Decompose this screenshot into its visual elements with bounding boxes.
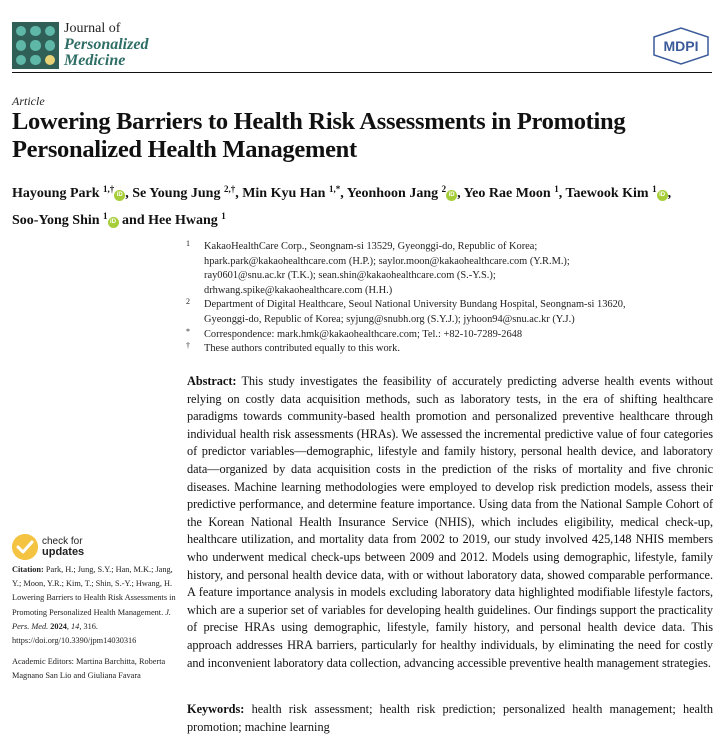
author-separator: , bbox=[235, 186, 243, 201]
check-updates-line2: updates bbox=[42, 546, 85, 558]
author-name: Hee Hwang bbox=[148, 213, 222, 228]
affiliation-mark: † bbox=[186, 341, 190, 351]
affiliation-text: These authors contributed equally to this work. bbox=[204, 343, 400, 355]
journal-name-line1: Journal of bbox=[64, 21, 121, 36]
citation-year: 2024 bbox=[50, 621, 67, 631]
author-separator: , bbox=[667, 186, 672, 201]
affiliation-item bbox=[186, 240, 716, 298]
author-name: Yeonhoon Jang bbox=[346, 186, 442, 201]
author-affiliation-mark: 2 bbox=[441, 184, 447, 194]
article-type: Article bbox=[12, 94, 45, 108]
author-affiliation-mark: 2,† bbox=[223, 184, 236, 194]
author-name: Min Kyu Han bbox=[242, 186, 329, 201]
mdpi-logo-text: MDPI bbox=[663, 38, 699, 54]
affiliation-text: Department of Digital Healthcare, Seoul National University Bundang Hospital, Seongnam-si 13620, bbox=[204, 299, 626, 311]
keywords bbox=[187, 701, 713, 736]
affiliation-line: Gyeonggi-do, Republic of Korea; syjung@snubh.org (S.Y.J.); jyhoon94@snu.ac.kr (Y.J.) bbox=[204, 313, 575, 325]
affiliation-item bbox=[186, 328, 716, 343]
abstract-text: This study investigates the feasibility of accurately predicting adverse health events without relying on costly data acquisition methods, such as laboratory tests, in the era of shifting healthcare paradigms towards community-based health promotion and personalized preventive healthcare through individual health risk assessments (HRAs). We assessed the incremental predictive value of four categories of predictor variables—demographic, lifestyle and family history, personal health device, and laboratory data—organized by data acquisition costs in the prediction of the risks of mortality and five chronic diseases. Machine learning methodologies were employed to develop risk prediction models, assess their predictive performance, and determine feature importance. Using data from the National Sample Cohort of the Korean National Health Insurance Service (NHIS), which includes eligibility, medical check-up, healthcare utilization, and mortality data from 2002 to 2019, our study involved 425,148 NHIS members who underwent medical check-ups between 2009 and 2012. Models using demographic, lifestyle, family history, and personal health device data, with or without laboratory data, showed comparable performance. A feature importance analysis in models excluding laboratory data highlighted modifiable lifestyle factors, which are a superior set of variables for developing health guidelines. Our findings support the practicality of precise HRAs using demographic, lifestyle, family history, and personal health device data. This approach addresses HRA barriers, particularly for healthy individuals, by eliminating the need for costly and inconvenient laboratory data collection, advancing accessible preventive health management strategies. bbox=[187, 374, 713, 670]
affiliation-mark: * bbox=[186, 326, 190, 336]
affiliation-line: drhwang.spike@kakaohealthcare.com (H.H.) bbox=[204, 284, 393, 296]
journal-logo-icon bbox=[12, 22, 59, 69]
affiliation-text: Correspondence: mark.hmk@kakaohealthcare.com; Tel.: +82-10-7289-2648 bbox=[204, 328, 523, 340]
author-affiliation-mark: 1,† bbox=[103, 184, 115, 194]
author-name: Yeo Rae Moon bbox=[463, 186, 555, 201]
affiliation-mark: 1 bbox=[186, 239, 190, 248]
orcid-icon[interactable]: iD bbox=[108, 217, 119, 228]
author-affiliation-mark: 1 bbox=[221, 211, 226, 221]
sidebar bbox=[12, 563, 177, 691]
affiliation-mark: 2 bbox=[186, 297, 190, 307]
citation-authors: Park, H.; Jung, S.Y.; Han, M.K.; Jang, Y.; Moon, Y.R.; Kim, T.; Shin, S.-Y.; Hwang, H. Lowering Barriers to Health Risk Assessments in Promoting Personalized Health Management. bbox=[12, 565, 176, 617]
author-separator: , bbox=[125, 186, 133, 201]
affiliation-item bbox=[186, 298, 716, 327]
journal-name-line3: Medicine bbox=[64, 52, 126, 69]
check-for-updates-button[interactable] bbox=[12, 534, 84, 560]
citation-pages: 316. bbox=[83, 621, 98, 631]
citation-label: Citation: bbox=[12, 565, 44, 574]
orcid-icon[interactable]: iD bbox=[114, 190, 125, 201]
author-name: Se Young Jung bbox=[132, 186, 224, 201]
author-affiliation-mark: 1,* bbox=[328, 184, 341, 194]
affiliation-line: hpark.park@kakaohealthcare.com (H.P.); saylor.moon@kakaohealthcare.com (Y.R.M.); bbox=[204, 255, 570, 267]
citation-doi-link[interactable]: https://doi.org/10.3390/jpm14030316 bbox=[12, 636, 137, 646]
author-affiliation-mark: 1 bbox=[652, 184, 657, 194]
keywords-text: health risk assessment; health risk prediction; personalized health management; health promotion; machine learning bbox=[187, 702, 714, 734]
orcid-icon[interactable]: iD bbox=[657, 190, 668, 201]
academic-editors: Academic Editors: Martina Barchitta, Roberta Magnano San Lio and Giuliana Favara bbox=[12, 657, 166, 681]
check-updates-icon bbox=[12, 534, 38, 560]
check-updates-line1: check for bbox=[42, 536, 83, 547]
author-affiliation-mark: 1 bbox=[103, 211, 108, 221]
author-list bbox=[12, 178, 717, 232]
author-separator: , bbox=[340, 186, 347, 201]
citation-journal: J. Pers. Med. bbox=[12, 607, 171, 631]
affiliations bbox=[186, 240, 716, 357]
journal-name bbox=[64, 21, 148, 69]
affiliation-line: ray0601@snu.ac.kr (T.K.); sean.shin@kakaohealthcare.com (S.-Y.S.); bbox=[204, 270, 496, 282]
header-rule bbox=[12, 72, 712, 73]
author-separator: , bbox=[558, 186, 566, 201]
author-name: Soo-Yong Shin bbox=[12, 213, 104, 228]
journal-name-line2: Personalized bbox=[64, 36, 149, 53]
abstract-label: Abstract: bbox=[187, 374, 237, 388]
affiliation-item bbox=[186, 342, 716, 357]
abstract bbox=[187, 373, 713, 672]
affiliation-text: KakaoHealthCare Corp., Seongnam-si 13529, Gyeonggi-do, Republic of Korea; bbox=[204, 241, 538, 252]
keywords-label: Keywords: bbox=[187, 702, 245, 716]
author-separator: and bbox=[118, 213, 149, 228]
author-name: Taewook Kim bbox=[565, 186, 653, 201]
author-separator: , bbox=[457, 186, 464, 201]
author-name: Hayoung Park bbox=[12, 186, 104, 201]
article-title: Lowering Barriers to Health Risk Assessments in Promoting Personalized Health Management bbox=[12, 108, 626, 163]
citation: Citation: Park, H.; Jung, S.Y.; Han, M.K.; Jang, Y.; Moon, Y.R.; Kim, T.; Shin, S.-Y.; Hwang, H. Lowering Barriers to Health Risk Assessments in Promoting Personalized Health Management. J. Pers. Med. 2024, 14, 316. https://doi.org/10.3390/jpm14030316 bbox=[12, 565, 176, 646]
mdpi-logo-icon bbox=[650, 27, 712, 65]
author-affiliation-mark: 1 bbox=[554, 184, 559, 194]
citation-volume: 14 bbox=[71, 621, 80, 631]
orcid-icon[interactable]: iD bbox=[446, 190, 457, 201]
